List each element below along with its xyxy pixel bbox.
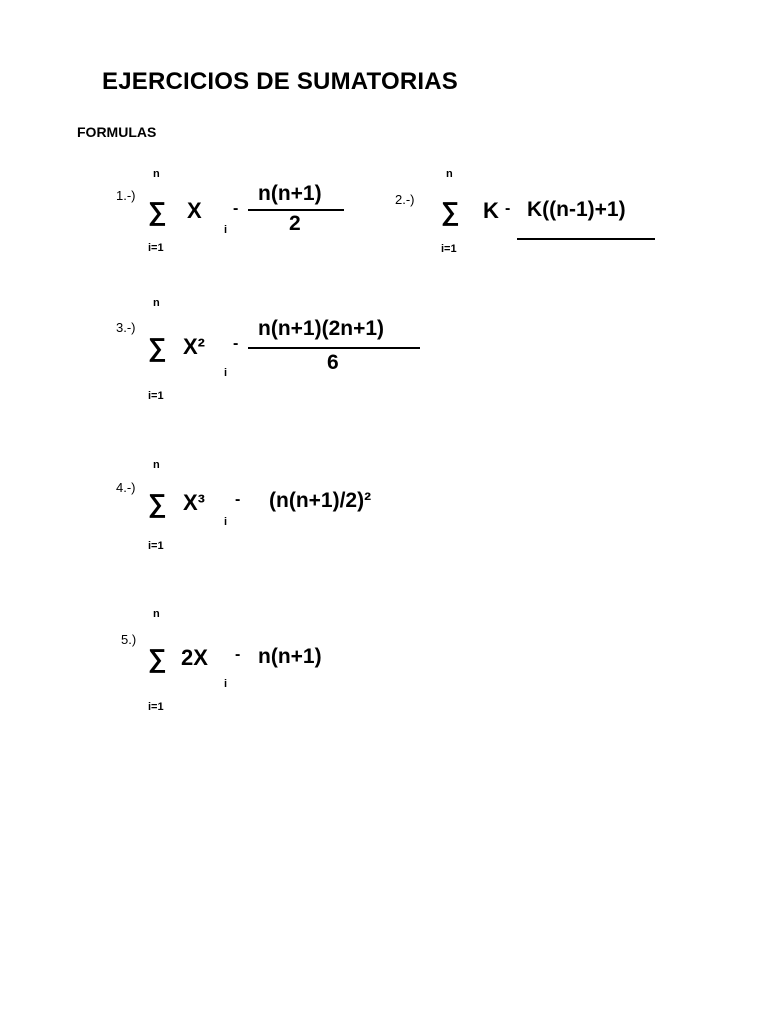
lower-limit: i=1	[148, 540, 164, 552]
equals-sign: -	[233, 335, 239, 352]
formula-number: 4.-)	[116, 480, 136, 495]
sigma-symbol: ∑	[148, 488, 167, 518]
fraction-numerator: n(n+1)(2n+1)	[258, 317, 385, 340]
index-subscript: i	[224, 224, 228, 236]
fraction-bar	[248, 347, 420, 349]
fraction-denominator: 6	[327, 351, 339, 374]
upper-limit: n	[153, 459, 160, 471]
sigma-symbol: ∑	[148, 196, 167, 226]
sigma-symbol: ∑	[441, 196, 460, 226]
formula-number: 1.-)	[116, 188, 136, 203]
page-title: EJERCICIOS DE SUMATORIAS	[102, 68, 458, 95]
equals-sign: -	[235, 491, 241, 508]
lower-limit: i=1	[148, 701, 164, 713]
result-expression: n(n+1)	[258, 645, 322, 668]
fraction-numerator: n(n+1)	[258, 182, 322, 205]
summation-term: X²	[183, 334, 205, 359]
fraction-bar	[248, 209, 344, 211]
summation-term: K	[483, 198, 499, 223]
equals-sign: -	[233, 200, 239, 217]
section-heading: FORMULAS	[77, 124, 157, 140]
lower-limit: i=1	[148, 242, 164, 254]
fraction-denominator: 2	[289, 212, 301, 235]
upper-limit: n	[153, 168, 160, 180]
index-subscript: i	[224, 678, 228, 690]
lower-limit: i=1	[441, 243, 457, 255]
upper-limit: n	[153, 297, 160, 309]
result-expression: (n(n+1)/2)²	[269, 489, 372, 512]
formula-number: 2.-)	[395, 192, 415, 207]
result-expression: K((n-1)+1)	[527, 198, 626, 221]
sigma-symbol: ∑	[148, 643, 167, 673]
summation-term: X	[187, 198, 202, 223]
upper-limit: n	[446, 168, 453, 180]
index-subscript: i	[224, 516, 228, 528]
upper-limit: n	[153, 608, 160, 620]
underline-rule	[517, 238, 655, 240]
equals-sign: -	[235, 646, 241, 663]
formula-number: 3.-)	[116, 320, 136, 335]
formula-number: 5.)	[121, 632, 137, 647]
summation-term: X³	[183, 490, 205, 515]
equals-sign: -	[505, 200, 511, 217]
lower-limit: i=1	[148, 390, 164, 402]
index-subscript: i	[224, 367, 228, 379]
sigma-symbol: ∑	[148, 332, 167, 362]
summation-term: 2X	[181, 645, 208, 670]
